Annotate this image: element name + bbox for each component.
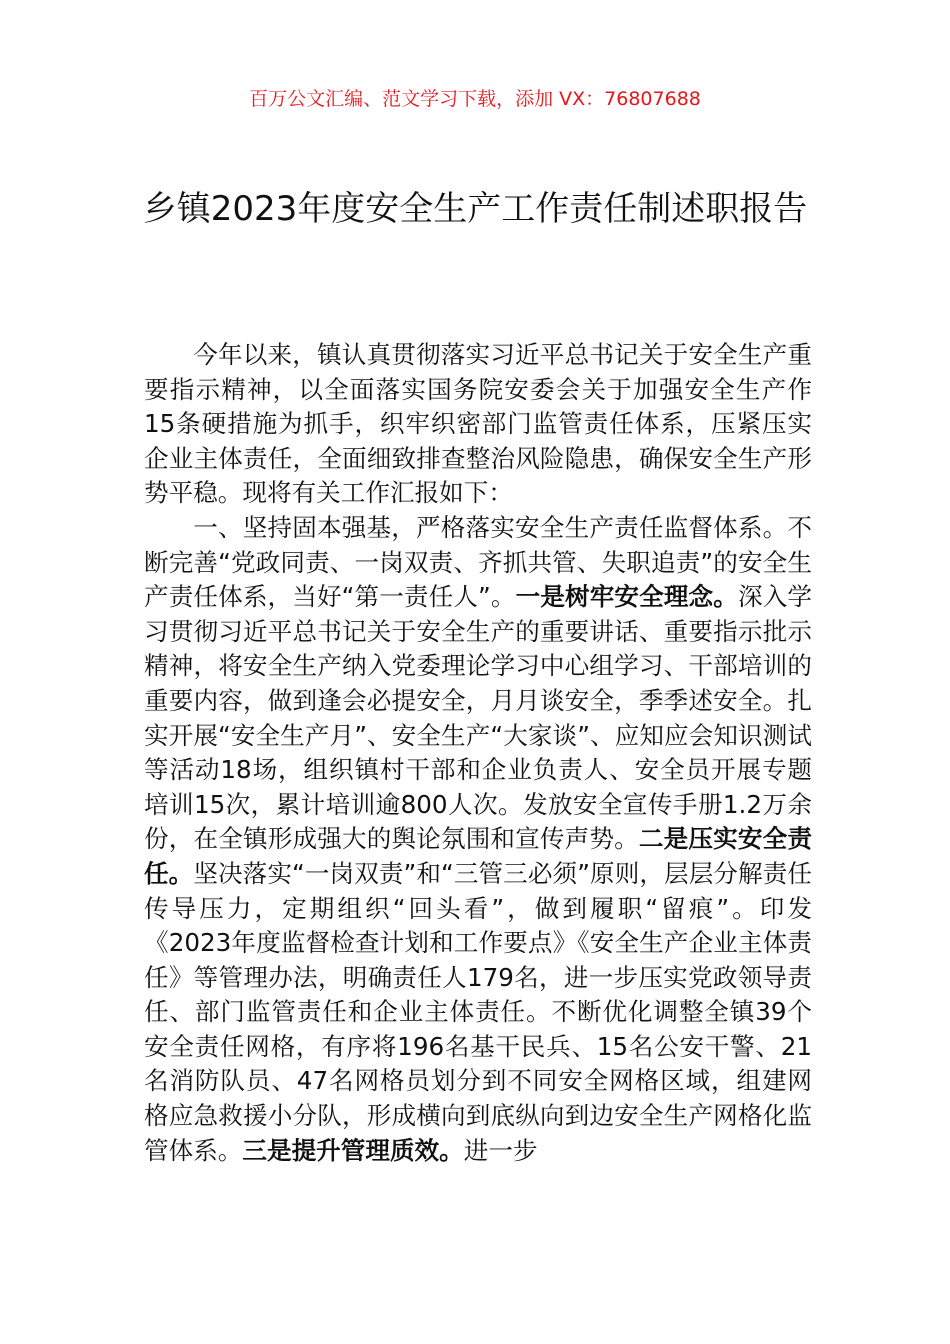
document-title: 乡镇2023年度安全生产工作责任制述职报告 — [142, 189, 808, 229]
section-one-text: 一、坚持固本强基，严格落实安全生产责任监督体系。不断完善“党政同责、一岗双责、齐抓共管、失职追责”的安全生产责任体系，当好“第一责任人”。 — [144, 512, 812, 612]
watermark-header: 百万公文汇编、范文学习下载，添加 VX：76807688 — [249, 88, 701, 110]
section-one-paragraph — [144, 511, 812, 1168]
intro-paragraph: 今年以来，镇认真贯彻落实习近平总书记关于安全生产重要指示精神，以全面落实国务院安委会关于加强安全生产作15条硬措施为抓手，织牢织密部门监管责任体系，压紧压实企业主体责任，全面细致排查整治风险隐患，确保安全生产形势平稳。现将有关工作汇报如下： — [144, 340, 812, 508]
point-three-text: 进一步 — [463, 1135, 538, 1165]
point-three-heading: 三是提升管理质效。 — [242, 1135, 464, 1165]
document-body — [144, 338, 812, 1168]
point-one-text: 深入学习贯彻习近平总书记关于安全生产的重要讲话、重要指示批示精神，将安全生产纳入党委理论学习中心组学习、干部培训的重要内容，做到逢会必提安全，月月谈安全，季季述安全。扎实开展“安全生产月”、安全生产“大家谈”、应知应会知识测试等活动18场，组织镇村干部和企业负责人、安全员开展专题培训15次，累计培训逾800人次。发放安全宣传手册1.2万余份，在全镇形成强大的舆论氛围和宣传声势。 — [144, 582, 812, 854]
point-one-heading: 一是树牢安全理念。 — [515, 582, 738, 612]
point-two-heading: 二是压实安全责任。 — [144, 824, 812, 888]
point-two-text: 坚决落实“一岗双责”和“三管三必须”原则，层层分解责任传导压力，定期组织“回头看”，做到履职“留痕”。印发《2023年度监督检查计划和工作要点》《安全生产企业主体责任》等管理办法，明确责任人179名，进一步压实党政领导责任、部门监管责任和企业主体责任。不断优化调整全镇39个安全责任网格，有序将196名基干民兵、15名公安干警、21名消防队员、47名网格员划分到不同安全网格区域，组建网格应急救援小分队，形成横向到底纵向到边安全生产网格化监管体系。 — [144, 858, 812, 1165]
